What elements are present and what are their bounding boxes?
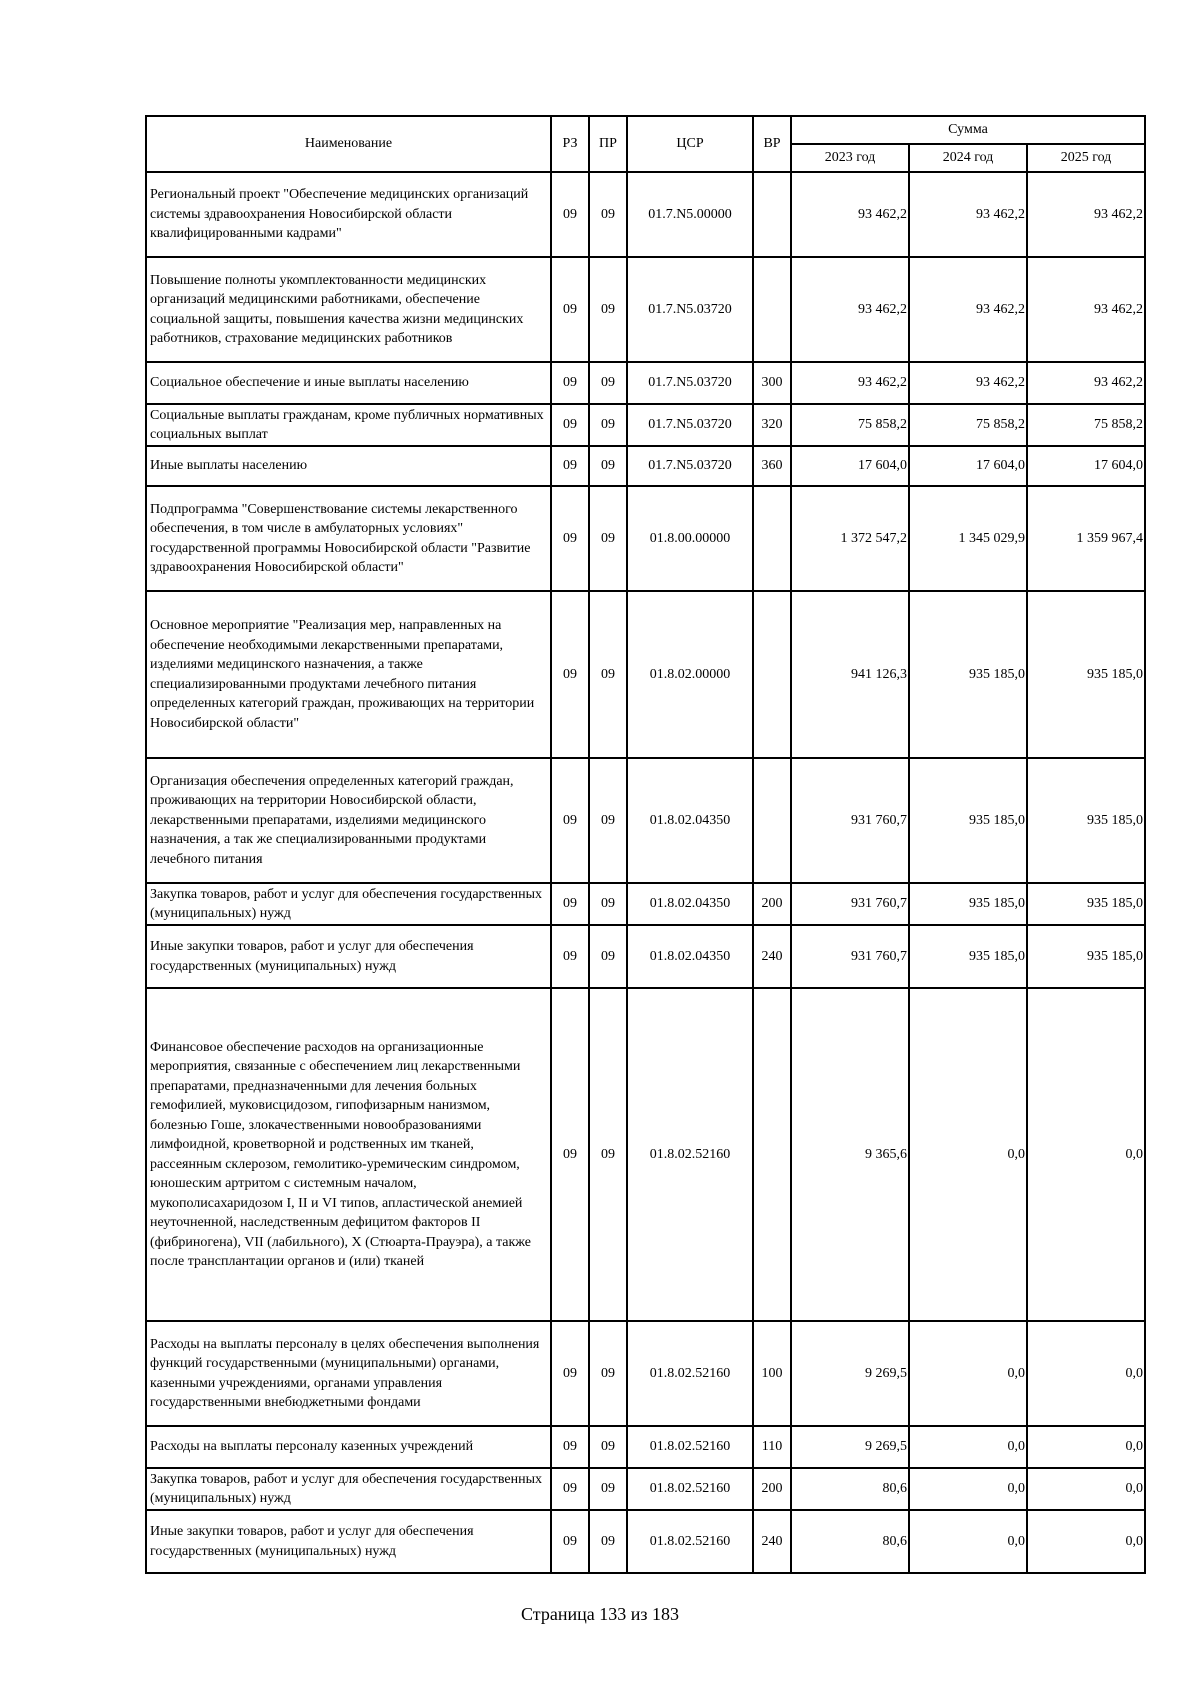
- row-vr: 200: [753, 883, 791, 925]
- row-rz: 09: [551, 172, 589, 257]
- row-rz: 09: [551, 883, 589, 925]
- table-row: [146, 988, 1145, 1321]
- row-sum-2025: 0,0: [1027, 1468, 1145, 1510]
- row-csr: 01.7.N5.03720: [627, 257, 753, 362]
- row-pr: 09: [589, 1468, 627, 1510]
- row-pr: 09: [589, 446, 627, 486]
- row-sum-2024: 93 462,2: [909, 362, 1027, 404]
- header-vr: ВР: [753, 116, 791, 172]
- row-vr: 300: [753, 362, 791, 404]
- row-sum-2025: 93 462,2: [1027, 172, 1145, 257]
- row-vr: [753, 486, 791, 591]
- row-pr: 09: [589, 988, 627, 1321]
- row-pr: 09: [589, 591, 627, 758]
- row-rz: 09: [551, 591, 589, 758]
- row-sum-2024: 0,0: [909, 1321, 1027, 1426]
- row-sum-2024: 0,0: [909, 1426, 1027, 1468]
- row-sum-2023: 9 269,5: [791, 1426, 909, 1468]
- row-sum-2024: 935 185,0: [909, 883, 1027, 925]
- row-sum-2025: 935 185,0: [1027, 883, 1145, 925]
- row-sum-2024: 93 462,2: [909, 257, 1027, 362]
- row-sum-2023: 17 604,0: [791, 446, 909, 486]
- table-row: [146, 591, 1145, 758]
- row-sum-2023: 1 372 547,2: [791, 486, 909, 591]
- row-pr: 09: [589, 925, 627, 988]
- row-rz: 09: [551, 1510, 589, 1573]
- table-row: [146, 758, 1145, 883]
- row-rz: 09: [551, 446, 589, 486]
- row-csr: 01.7.N5.03720: [627, 404, 753, 446]
- row-sum-2023: 941 126,3: [791, 591, 909, 758]
- row-sum-2023: 93 462,2: [791, 257, 909, 362]
- row-sum-2024: 1 345 029,9: [909, 486, 1027, 591]
- table-row: [146, 404, 1145, 446]
- row-rz: 09: [551, 362, 589, 404]
- row-pr: 09: [589, 1426, 627, 1468]
- row-sum-2023: 9 269,5: [791, 1321, 909, 1426]
- row-rz: 09: [551, 988, 589, 1321]
- row-name: Основное мероприятие "Реализация мер, направленных на обеспечение необходимыми лекарственными препаратами, изделиями медицинского назначения, а также специализированными продуктами лечебного питания определенных категорий граждан, проживающих на территории Новосибирской области": [146, 591, 551, 758]
- row-rz: 09: [551, 758, 589, 883]
- row-name: Социальное обеспечение и иные выплаты населению: [146, 362, 551, 404]
- row-csr: 01.8.02.00000: [627, 591, 753, 758]
- row-pr: 09: [589, 1321, 627, 1426]
- header-year-2023: 2023 год: [791, 144, 909, 172]
- row-sum-2024: 935 185,0: [909, 591, 1027, 758]
- row-csr: 01.8.00.00000: [627, 486, 753, 591]
- row-rz: 09: [551, 1468, 589, 1510]
- row-sum-2025: 935 185,0: [1027, 758, 1145, 883]
- row-sum-2025: 17 604,0: [1027, 446, 1145, 486]
- table-row: [146, 172, 1145, 257]
- row-sum-2023: 931 760,7: [791, 925, 909, 988]
- row-vr: 240: [753, 925, 791, 988]
- row-sum-2024: 0,0: [909, 1468, 1027, 1510]
- row-sum-2024: 93 462,2: [909, 172, 1027, 257]
- budget-table: [145, 115, 1146, 1574]
- row-name: Региональный проект "Обеспечение медицинских организаций системы здравоохранения Новосибирской области квалифицированными кадрами": [146, 172, 551, 257]
- table-body: [146, 172, 1145, 1573]
- row-sum-2025: 935 185,0: [1027, 925, 1145, 988]
- row-pr: 09: [589, 883, 627, 925]
- row-name: Расходы на выплаты персоналу казенных учреждений: [146, 1426, 551, 1468]
- row-name: Социальные выплаты гражданам, кроме публичных нормативных социальных выплат: [146, 404, 551, 446]
- header-csr: ЦСР: [627, 116, 753, 172]
- table-row: [146, 362, 1145, 404]
- row-rz: 09: [551, 486, 589, 591]
- row-csr: 01.8.02.52160: [627, 1468, 753, 1510]
- row-vr: 100: [753, 1321, 791, 1426]
- row-sum-2025: 1 359 967,4: [1027, 486, 1145, 591]
- row-sum-2025: 935 185,0: [1027, 591, 1145, 758]
- row-csr: 01.8.02.04350: [627, 883, 753, 925]
- row-vr: [753, 172, 791, 257]
- row-rz: 09: [551, 1426, 589, 1468]
- table-row: [146, 883, 1145, 925]
- row-csr: 01.8.02.52160: [627, 1321, 753, 1426]
- row-vr: 110: [753, 1426, 791, 1468]
- table-row: [146, 486, 1145, 591]
- row-sum-2023: 93 462,2: [791, 172, 909, 257]
- row-pr: 09: [589, 758, 627, 883]
- page-number: Страница 133 из 183: [521, 1604, 679, 1624]
- row-vr: [753, 591, 791, 758]
- row-pr: 09: [589, 486, 627, 591]
- row-name: Иные закупки товаров, работ и услуг для обеспечения государственных (муниципальных) нужд: [146, 1510, 551, 1573]
- header-sum: Сумма: [791, 116, 1145, 144]
- row-vr: 360: [753, 446, 791, 486]
- row-csr: 01.8.02.52160: [627, 988, 753, 1321]
- row-csr: 01.8.02.04350: [627, 758, 753, 883]
- row-sum-2023: 80,6: [791, 1510, 909, 1573]
- row-sum-2023: 80,6: [791, 1468, 909, 1510]
- row-sum-2024: 935 185,0: [909, 925, 1027, 988]
- row-rz: 09: [551, 925, 589, 988]
- row-name: Организация обеспечения определенных категорий граждан, проживающих на территории Новосибирской области, лекарственными препаратами, изделиями медицинского назначения, а так же специализированными продуктами лечебного питания: [146, 758, 551, 883]
- row-pr: 09: [589, 1510, 627, 1573]
- row-vr: 320: [753, 404, 791, 446]
- row-sum-2025: 75 858,2: [1027, 404, 1145, 446]
- table-row: [146, 1468, 1145, 1510]
- row-sum-2025: 0,0: [1027, 1321, 1145, 1426]
- row-name: Иные выплаты населению: [146, 446, 551, 486]
- row-sum-2024: 75 858,2: [909, 404, 1027, 446]
- row-sum-2023: 931 760,7: [791, 758, 909, 883]
- row-sum-2025: 0,0: [1027, 988, 1145, 1321]
- row-csr: 01.8.02.52160: [627, 1426, 753, 1468]
- row-csr: 01.8.02.04350: [627, 925, 753, 988]
- row-sum-2023: 931 760,7: [791, 883, 909, 925]
- row-name: Закупка товаров, работ и услуг для обеспечения государственных (муниципальных) нужд: [146, 1468, 551, 1510]
- row-name: Закупка товаров, работ и услуг для обеспечения государственных (муниципальных) нужд: [146, 883, 551, 925]
- row-sum-2025: 93 462,2: [1027, 257, 1145, 362]
- header-year-2024: 2024 год: [909, 144, 1027, 172]
- row-vr: [753, 758, 791, 883]
- row-sum-2025: 93 462,2: [1027, 362, 1145, 404]
- row-rz: 09: [551, 404, 589, 446]
- row-rz: 09: [551, 1321, 589, 1426]
- row-name: Подпрограмма "Совершенствование системы лекарственного обеспечения, в том числе в амбулаторных условиях" государственной программы Новосибирской области "Развитие здравоохранения Новосибирской области": [146, 486, 551, 591]
- row-rz: 09: [551, 257, 589, 362]
- row-csr: 01.7.N5.00000: [627, 172, 753, 257]
- row-pr: 09: [589, 362, 627, 404]
- header-name: Наименование: [146, 116, 551, 172]
- row-vr: 200: [753, 1468, 791, 1510]
- row-vr: [753, 257, 791, 362]
- row-sum-2024: 935 185,0: [909, 758, 1027, 883]
- header-year-2025: 2025 год: [1027, 144, 1145, 172]
- table-header: [146, 116, 1145, 172]
- row-pr: 09: [589, 404, 627, 446]
- table-row: [146, 925, 1145, 988]
- table-row: [146, 1510, 1145, 1573]
- table-row: [146, 446, 1145, 486]
- table-row: [146, 1321, 1145, 1426]
- row-sum-2025: 0,0: [1027, 1510, 1145, 1573]
- row-csr: 01.7.N5.03720: [627, 446, 753, 486]
- row-sum-2023: 9 365,6: [791, 988, 909, 1321]
- row-name: Финансовое обеспечение расходов на организационные мероприятия, связанные с обеспечением лиц лекарственными препаратами, предназначенными для лечения больных гемофилией, муковисцидозом, гипофизарным нанизмом, болезнью Гоше, злокачественными новообразованиями лимфоидной, кроветворной и родственных им тканей, рассеянным склерозом, гемолитико-уремическим синдромом, юношеским артритом с системным началом, мукополисахаридозом I, II и VI типов, апластической анемией неуточненной, наследственным дефицитом факторов II (фибриногена), VII (лабильного), X (Стюарта-Прауэра), а также после трансплантации органов и (или) тканей: [146, 988, 551, 1321]
- row-sum-2024: 0,0: [909, 988, 1027, 1321]
- row-name: Иные закупки товаров, работ и услуг для обеспечения государственных (муниципальных) нужд: [146, 925, 551, 988]
- row-sum-2023: 93 462,2: [791, 362, 909, 404]
- row-csr: 01.7.N5.03720: [627, 362, 753, 404]
- row-pr: 09: [589, 172, 627, 257]
- row-sum-2024: 17 604,0: [909, 446, 1027, 486]
- table-row: [146, 257, 1145, 362]
- table-row: [146, 1426, 1145, 1468]
- row-name: Повышение полноты укомплектованности медицинских организаций медицинскими работниками, обеспечение социальной защиты, повышения качества жизни медицинских работников, страхование медицинских работников: [146, 257, 551, 362]
- row-pr: 09: [589, 257, 627, 362]
- row-sum-2023: 75 858,2: [791, 404, 909, 446]
- row-name: Расходы на выплаты персоналу в целях обеспечения выполнения функций государственными (муниципальными) органами, казенными учреждениями, органами управления государственными внебюджетными фондами: [146, 1321, 551, 1426]
- header-rz: РЗ: [551, 116, 589, 172]
- row-vr: 240: [753, 1510, 791, 1573]
- header-pr: ПР: [589, 116, 627, 172]
- row-csr: 01.8.02.52160: [627, 1510, 753, 1573]
- row-vr: [753, 988, 791, 1321]
- row-sum-2024: 0,0: [909, 1510, 1027, 1573]
- row-sum-2025: 0,0: [1027, 1426, 1145, 1468]
